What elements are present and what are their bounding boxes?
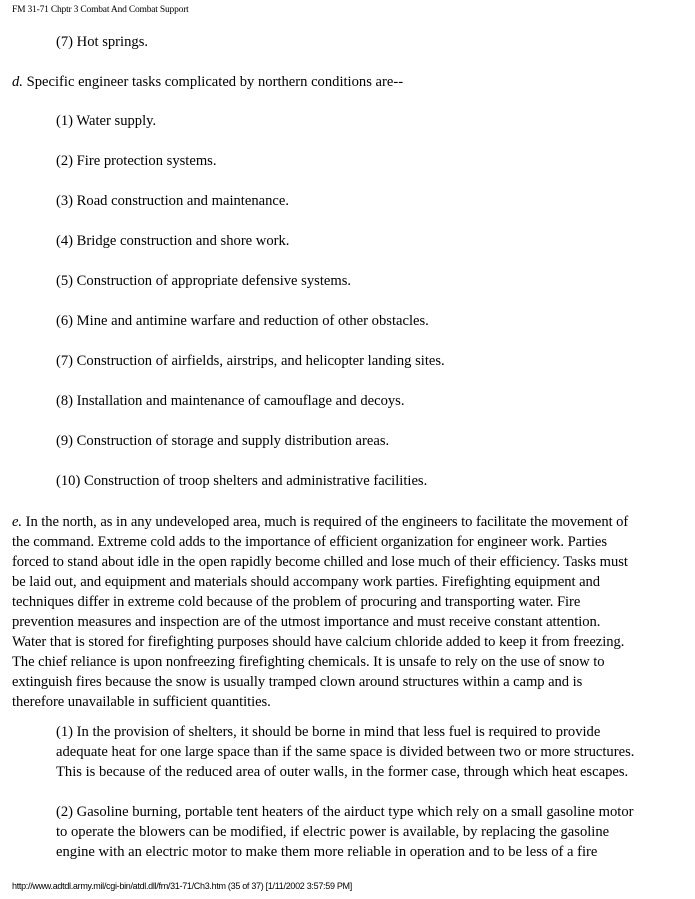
paragraph-line: This is because of the reduced area of outer walls, in the former case, through which heat escapes. bbox=[56, 764, 629, 780]
list-item: (7) Hot springs. bbox=[56, 34, 149, 50]
list-item: (7) Construction of airfields, airstrips, and helicopter landing sites. bbox=[56, 353, 445, 369]
section-intro-text: Specific engineer tasks complicated by northern conditions are-- bbox=[22, 74, 404, 90]
subparagraph-1 bbox=[56, 722, 634, 782]
section-d-intro bbox=[12, 72, 403, 92]
list-item: (1) Water supply. bbox=[56, 113, 157, 129]
paragraph-line: The chief reliance is upon nonfreezing firefighting chemicals. It is unsafe to rely on the use of snow to bbox=[12, 654, 605, 670]
section-letter: d. bbox=[12, 74, 23, 90]
paragraph-line bbox=[12, 512, 628, 532]
paragraph-text: In the north, as in any undeveloped area, much is required of the engineers to facilitate the movement of bbox=[22, 514, 629, 530]
paragraph-line: prevention measures and inspection are of the utmost importance and must receive constant attention. bbox=[12, 614, 601, 630]
paragraph-line: forced to stand about idle in the open rapidly become chilled and lose much of their efficiency. Tasks must bbox=[12, 554, 628, 570]
paragraph-line: to operate the blowers can be modified, if electric power is available, by replacing the gasoline bbox=[56, 824, 610, 840]
paragraph-line: adequate heat for one large space than if the same space is divided between two or more structures. bbox=[56, 744, 635, 760]
section-e-paragraph bbox=[12, 512, 629, 710]
paragraph-line: therefore unavailable in sufficient quantities. bbox=[12, 694, 271, 710]
paragraph-line: techniques differ in extreme cold because of the problem of procuring and transporting water. Fire bbox=[12, 594, 581, 610]
subparagraph-2 bbox=[56, 802, 634, 862]
page-header: FM 31-71 Chptr 3 Combat And Combat Support bbox=[12, 5, 189, 15]
paragraph-line: (1) In the provision of shelters, it should be borne in mind that less fuel is required to provide bbox=[56, 724, 601, 740]
paragraph-line: (2) Gasoline burning, portable tent heaters of the airduct type which rely on a small gasoline motor bbox=[56, 804, 634, 820]
list-item: (10) Construction of troop shelters and administrative facilities. bbox=[56, 473, 428, 489]
list-item: (9) Construction of storage and supply distribution areas. bbox=[56, 433, 390, 449]
paragraph-line: be laid out, and equipment and materials should accompany work parties. Firefighting equipment and bbox=[12, 574, 601, 590]
paragraph-line: the command. Extreme cold adds to the importance of efficient organization for engineer work. Parties bbox=[12, 534, 607, 550]
list-item: (5) Construction of appropriate defensive systems. bbox=[56, 273, 352, 289]
list-item: (8) Installation and maintenance of camouflage and decoys. bbox=[56, 393, 405, 409]
paragraph-line: engine with an electric motor to make them more reliable in operation and to be less of a fire bbox=[56, 844, 598, 860]
list-item: (4) Bridge construction and shore work. bbox=[56, 233, 290, 249]
page-footer-url: http://www.adtdl.army.mil/cgi-bin/atdl.dll/fm/31-71/Ch3.htm (35 of 37) [1/11/2002 3:57:59 PM] bbox=[12, 881, 352, 891]
list-item: (2) Fire protection systems. bbox=[56, 153, 217, 169]
list-item: (3) Road construction and maintenance. bbox=[56, 193, 290, 209]
list-item: (6) Mine and antimine warfare and reduction of other obstacles. bbox=[56, 313, 429, 329]
paragraph-line: Water that is stored for firefighting purposes should have calcium chloride added to keep it from freezing. bbox=[12, 634, 625, 650]
paragraph-line: extinguish fires because the snow is usually tramped clown around structures within a camp and is bbox=[12, 674, 583, 690]
section-letter: e. bbox=[12, 514, 23, 530]
